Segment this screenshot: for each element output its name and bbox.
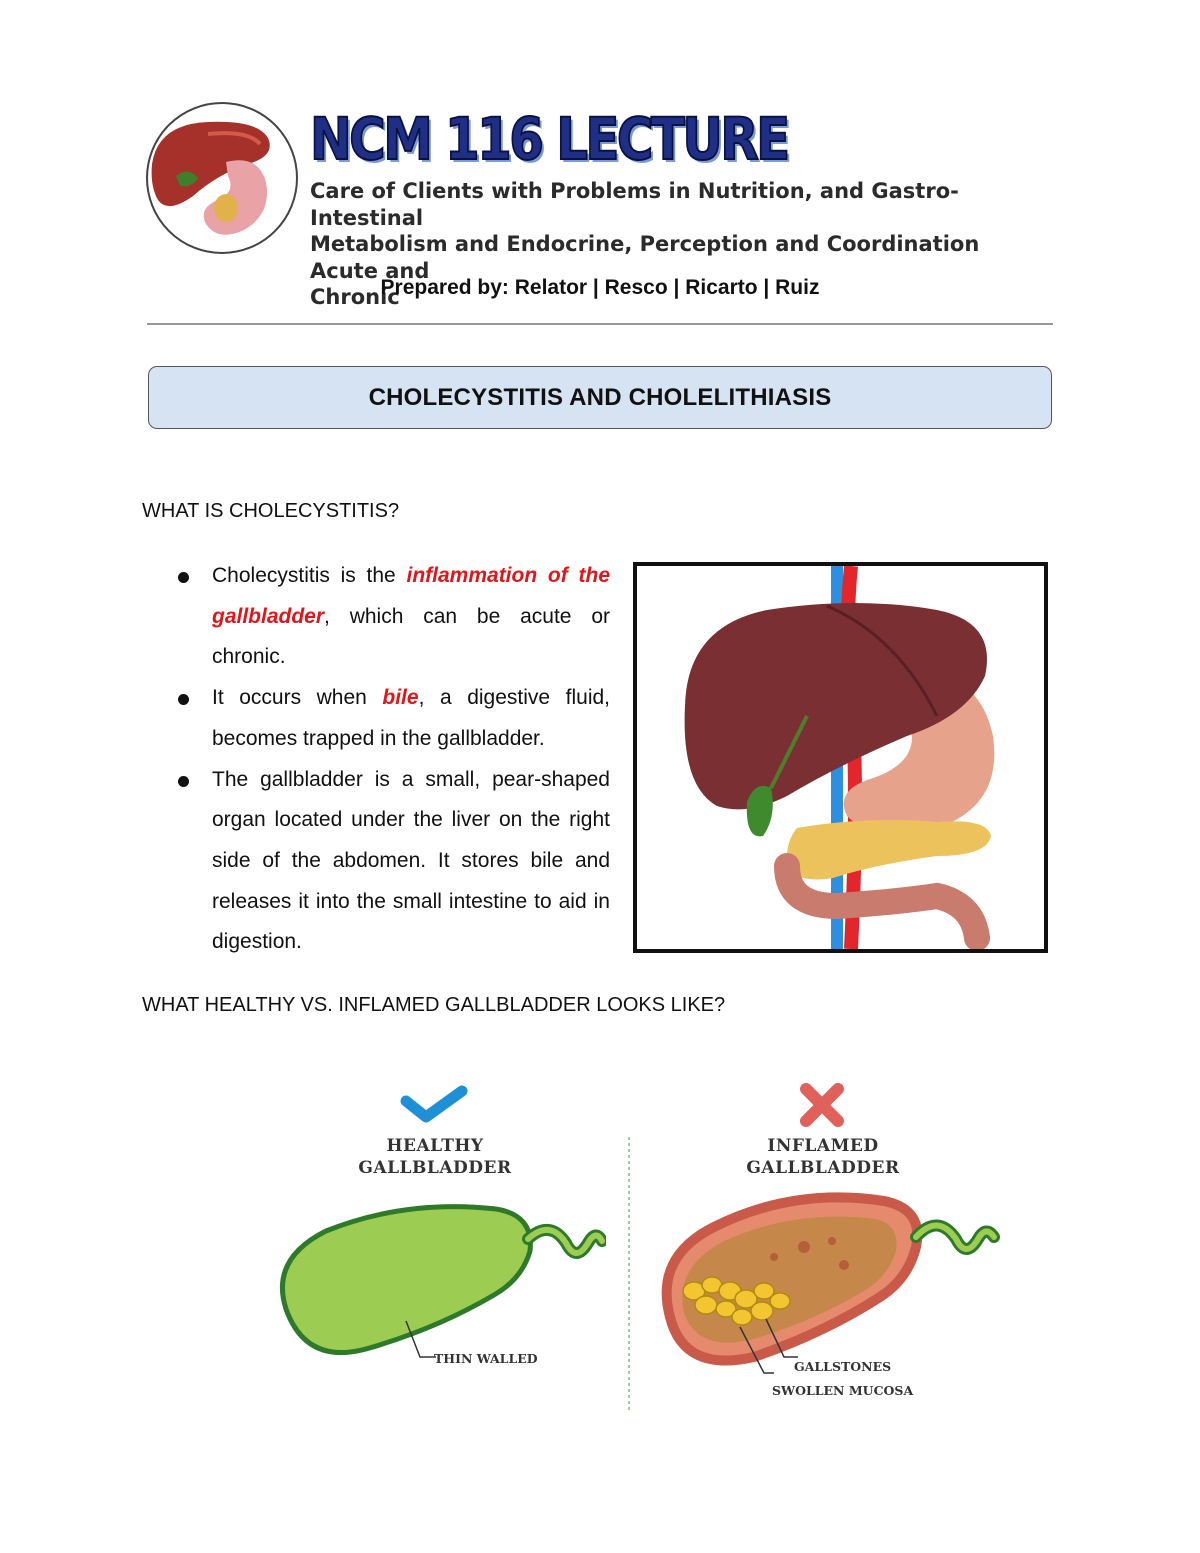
bullet-text: , which can be acute or chronic. (212, 604, 610, 669)
section-heading: WHAT IS CHOLECYSTITIS? (142, 500, 400, 522)
highlight-text: inflammation of the gallbladder (212, 564, 611, 628)
list-item (178, 556, 610, 678)
header-logo (146, 102, 298, 254)
gallbladder-comparison (260, 1075, 1000, 1420)
bullet-icon (178, 572, 189, 583)
bullet-icon (178, 694, 189, 705)
digestive-organs-image (637, 566, 1044, 949)
inflamed-label-line: INFLAMED (767, 1136, 879, 1156)
course-desc-line: Metabolism and Endocrine, Perception and Coordination Acute and (310, 232, 980, 283)
comparison-divider (627, 1137, 631, 1413)
topic-title: CHOLECYSTITIS AND CHOLELITHIASIS (368, 383, 832, 411)
course-desc-line: Chronic (310, 285, 400, 309)
healthy-gallbladder-icon (266, 1199, 606, 1369)
divider (147, 323, 1053, 325)
prepared-by: Prepared by: Relator | Resco | Ricarto | Ruiz (380, 276, 820, 299)
lecture-title: NCM 116 LECTURE (310, 105, 788, 173)
topic-banner (148, 366, 1052, 429)
swollen-mucosa-note: SWOLLEN MUCOSA (772, 1383, 914, 1398)
inflamed-label (718, 1135, 928, 1179)
healthy-label-line: GALLBLADDER (358, 1158, 512, 1178)
bullet-list (178, 556, 610, 963)
anatomy-illustration (633, 562, 1048, 953)
list-item (178, 760, 610, 964)
bullet-text: , a digestive fluid, becomes trapped in the gallbladder. (212, 686, 610, 750)
gallstones-note: GALLSTONES (794, 1359, 892, 1374)
section-heading: WHAT HEALTHY VS. INFLAMED GALLBLADDER LOOKS LIKE? (142, 994, 726, 1016)
healthy-label-line: HEALTHY (386, 1136, 484, 1156)
inflamed-label-line: GALLBLADDER (746, 1158, 900, 1178)
course-desc-line: Care of Clients with Problems in Nutrition, and Gastro-Intestinal (310, 179, 959, 230)
check-icon (400, 1083, 468, 1123)
healthy-label (330, 1135, 540, 1179)
thin-walled-note: THIN WALLED (434, 1351, 538, 1366)
cross-icon (798, 1083, 846, 1127)
bullet-text: Cholecystitis is the (212, 564, 407, 587)
inflamed-gallbladder-icon (654, 1187, 1000, 1377)
highlight-text: bile (382, 686, 419, 710)
bullet-text: It occurs when (212, 686, 383, 710)
liver-stomach-icon (148, 104, 296, 252)
bullet-text: The gallbladder is a small, pear-shaped organ located under the liver on the right side of the abdomen. It stores bile and releases it into the small intestine to aid in digestion. (212, 767, 610, 954)
bullet-icon (178, 776, 189, 787)
list-item (178, 678, 610, 759)
